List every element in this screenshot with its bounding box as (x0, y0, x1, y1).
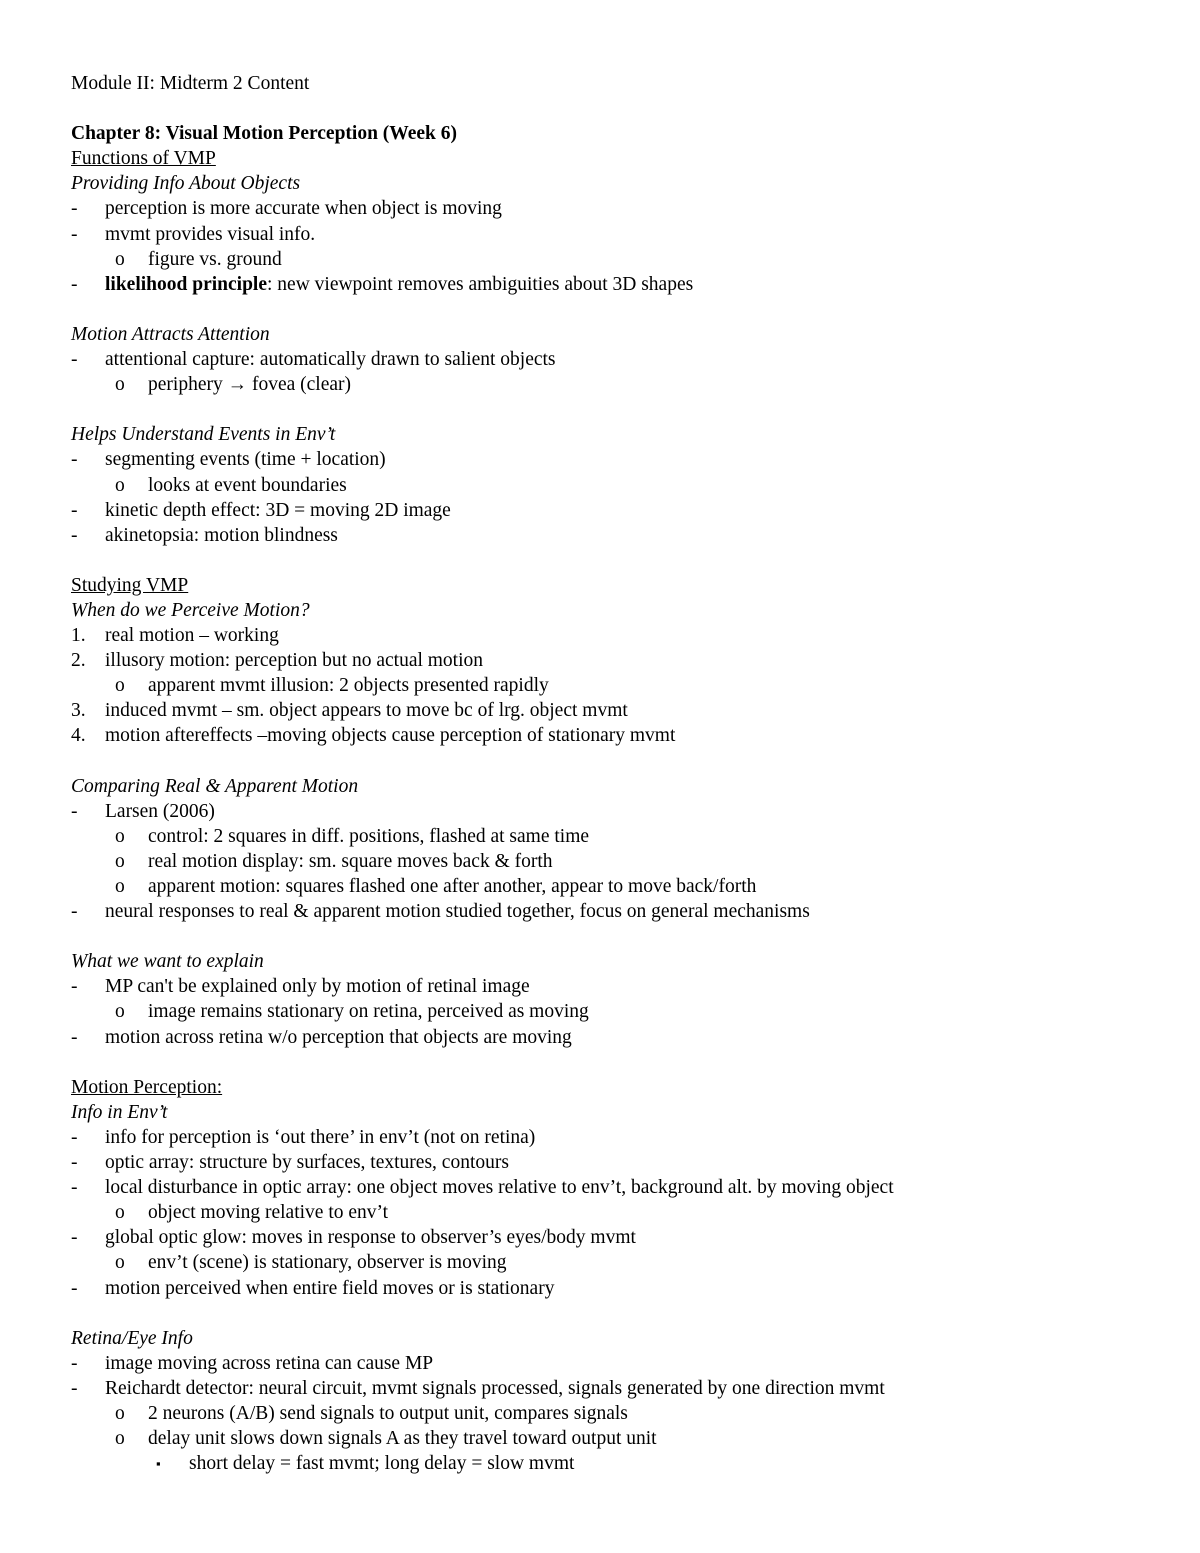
bullet-item: - akinetopsia: motion blindness (71, 524, 338, 546)
bullet-item: - image moving across retina can cause MP (71, 1352, 434, 1374)
numbered-item: 1. real motion – working (71, 625, 279, 647)
sub-bullet-item: o apparent motion: squares flashed one after another, appear to move back/forth (115, 876, 757, 897)
section-heading: Functions of VMP (71, 148, 216, 170)
sub-bullet-item: o object moving relative to env’t (115, 1202, 389, 1224)
bullet-item: - motion perceived when entire field moves or is stationary (71, 1277, 555, 1299)
page-header: Module II: Midterm 2 Content (71, 73, 310, 94)
sub-bullet-item: o real motion display: sm. square moves back & forth (115, 850, 553, 872)
sub-bullet-item: o image remains stationary on retina, perceived as moving (115, 1001, 589, 1023)
sub-bullet-item: o delay unit slows down signals A as they travel toward output unit (115, 1428, 657, 1450)
bullet-item: - perception is more accurate when object is moving (71, 198, 502, 220)
bullet-item: - Reichardt detector: neural circuit, mvmt signals processed, signals generated by one direction mvmt (71, 1377, 885, 1399)
bullet-item: - segmenting events (time + location) (71, 449, 386, 471)
section-heading: Motion Perception: (71, 1076, 223, 1098)
subsection-title: When do we Perceive Motion? (71, 599, 310, 621)
numbered-item: 4. motion aftereffects –moving objects cause perception of stationary mvmt (71, 725, 676, 747)
subsection-title: Info in Env’t (71, 1101, 168, 1123)
sub-bullet-item: o 2 neurons (A/B) send signals to output unit, compares signals (115, 1402, 628, 1424)
sub-bullet-item: o looks at event boundaries (115, 474, 347, 496)
subsection-title: What we want to explain (71, 951, 264, 973)
bold-term: likelihood principle (105, 273, 267, 295)
sub-bullet-item: o apparent mvmt illusion: 2 objects presented rapidly (115, 675, 549, 697)
section-heading: Studying VMP (71, 574, 189, 596)
numbered-item: 2. illusory motion: perception but no actual motion (71, 650, 484, 672)
subsection-title: Providing Info About Objects (71, 173, 301, 195)
bullet-item: - optic array: structure by surfaces, textures, contours (71, 1152, 509, 1174)
bullet-item: - neural responses to real & apparent motion studied together, focus on general mechanisms (71, 901, 810, 923)
bullet-item: - mvmt provides visual info. (71, 223, 316, 245)
subsection-title: Retina/Eye Info (71, 1327, 193, 1349)
bullet-item: - Larsen (2006) (71, 800, 215, 822)
sub-bullet-item: o figure vs. ground (115, 248, 282, 270)
bullet-item: - attentional capture: automatically drawn to salient objects (71, 349, 556, 371)
bullet-item: - global optic glow: moves in response to observer’s eyes/body mvmt (71, 1227, 636, 1249)
bullet-item: - motion across retina w/o perception that objects are moving (71, 1026, 572, 1048)
numbered-item: 3. induced mvmt – sm. object appears to move bc of lrg. object mvmt (71, 700, 628, 722)
sub-bullet-item: o env’t (scene) is stationary, observer is moving (115, 1252, 507, 1274)
bullet-item: - kinetic depth effect: 3D = moving 2D image (71, 499, 451, 521)
subsection-title: Helps Understand Events in Env’t (71, 424, 336, 446)
sub-bullet-item: o periphery → fovea (clear) (115, 374, 352, 396)
bullet-item: - MP can't be explained only by motion of retinal image (71, 976, 530, 998)
bullet-item: - likelihood principle: new viewpoint removes ambiguities about 3D shapes (71, 273, 694, 295)
bullet-item: - info for perception is ‘out there’ in env’t (not on retina) (71, 1126, 536, 1148)
subsection-title: Motion Attracts Attention (71, 323, 270, 345)
document-page (71, 71, 1160, 1476)
chapter-title: Chapter 8: Visual Motion Perception (Week 6) (71, 123, 458, 145)
subsection-title: Comparing Real & Apparent Motion (71, 775, 359, 797)
sub-sub-bullet-item: ▪ short delay = fast mvmt; long delay = slow mvmt (156, 1453, 575, 1475)
bullet-item: - local disturbance in optic array: one object moves relative to env’t, background alt. by moving object (71, 1177, 894, 1199)
sub-bullet-item: o control: 2 squares in diff. positions, flashed at same time (115, 825, 590, 847)
